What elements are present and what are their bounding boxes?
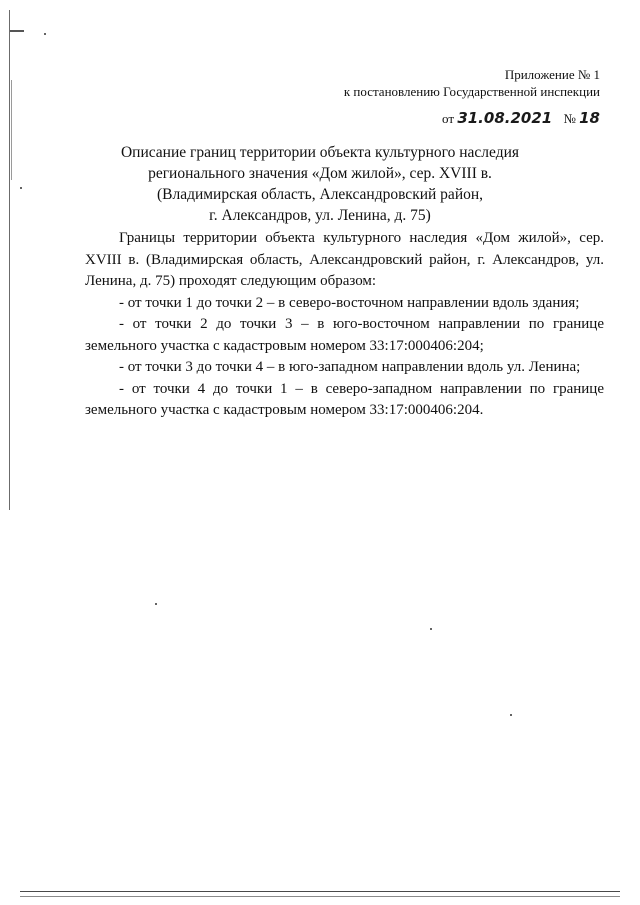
scan-speck [510,714,512,716]
scan-edge-line [9,10,10,510]
segment-paragraph: - от точки 1 до точки 2 – в северо-восточном направлении вдоль здания; [119,294,580,311]
from-label: от [442,111,455,126]
appendix-number: Приложение № 1 [504,67,600,82]
handwritten-date: 31.08.2021 [457,109,553,127]
appendix-header [344,66,600,127]
title-line: г. Александров, ул. Ленина, д. 75) [209,207,431,224]
scan-bottom-edge [20,891,620,892]
intro-paragraph: Границы территории объекта культурного наследия «Дом жилой», сер. XVIII в. (Владимирская область, Александровский район, г. Александров, ул. Ленина, д. 75) проходят следующим образом: [85,230,604,289]
segment-paragraph: - от точки 4 до точки 1 – в северо-западном направлении по границе земельного участка с кадастровым номером 33:17:000406:204. [85,380,604,418]
title-line: регионального значения «Дом жилой», сер. XVIII в. [148,165,492,182]
title-line: Описание границ территории объекта культурного наследия [120,144,520,161]
handwritten-number: 18 [579,109,600,127]
scan-mark [10,30,24,32]
document-title [60,142,580,226]
scan-speck [155,603,157,605]
scan-edge-line [11,80,12,180]
segment-paragraph: - от точки 2 до точки 3 – в юго-восточном направлении по границе земельного участка с кадастровым номером 33:17:000406:204; [85,316,604,354]
segment-paragraph: - от точки 3 до точки 4 – в юго-западном направлении вдоль ул. Ленина; [119,359,581,375]
scan-speck [44,33,46,35]
resolution-reference: к постановлению Государственной инспекции [343,84,600,99]
number-label: № [563,111,576,126]
boundary-description [85,228,604,422]
scan-speck [430,628,432,630]
title-line: (Владимирская область, Александровский район, [156,186,484,203]
scan-bottom-edge [20,896,620,897]
date-number-line [344,110,600,127]
scan-speck [20,187,22,189]
